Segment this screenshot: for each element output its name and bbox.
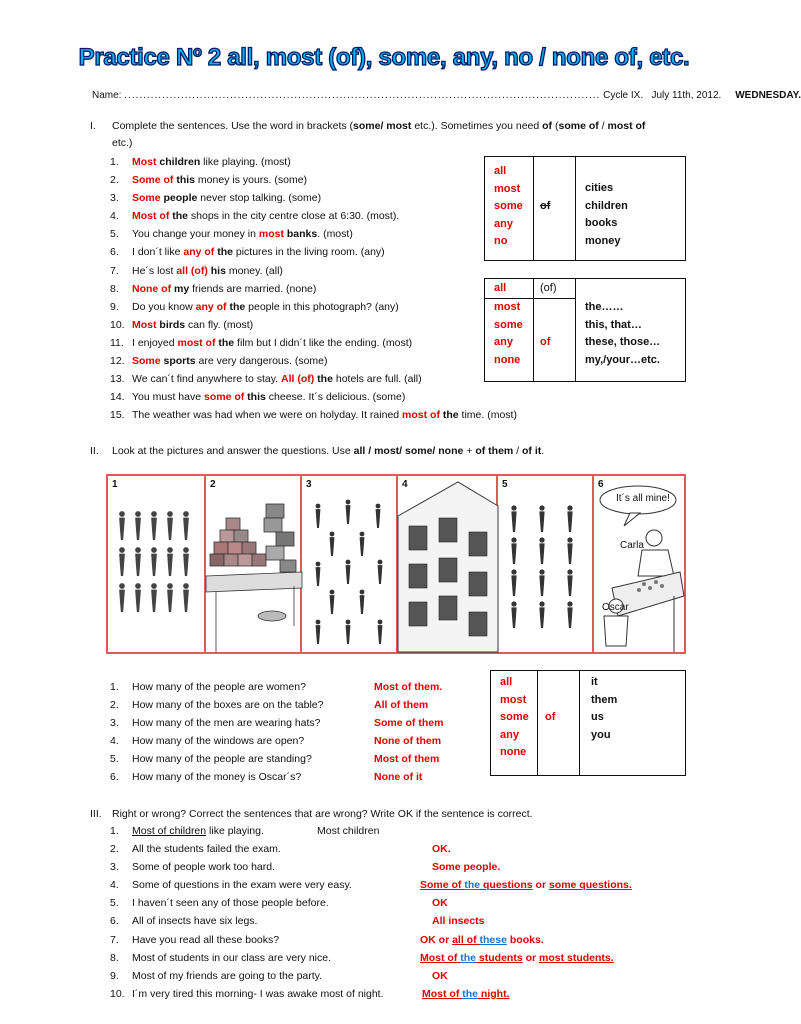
correction-item [110,822,632,840]
question-item [110,732,443,750]
box-word: none [500,746,527,758]
name-label: Name: [92,90,122,101]
carla-label: Carla [620,540,644,551]
correction-answer [422,988,510,1000]
box-word: books [585,217,618,229]
header-line [92,90,801,101]
box-word: this, that… [585,318,642,331]
correction-answer: OK [432,969,448,982]
question-item [110,678,443,696]
item-number: 10. [110,987,125,1000]
sentence-text: Most of students in our class are very nice. [132,951,332,964]
item-answer: most of [177,336,216,349]
item-answer: most of [402,409,440,422]
question-answer: Most of them [374,753,440,766]
box2-header-all: all [494,282,507,294]
item-text: pictures in the living room. (any) [232,246,385,259]
item-text: shops in the city centre close at 6:30. (most). [188,210,400,223]
correction-item [110,985,632,1003]
item-word: the [215,336,235,349]
correction-item [110,931,632,949]
picture-5: 5 [498,476,594,652]
item-text: are very dangerous. (some) [195,355,328,368]
item-number: 8. [110,282,119,295]
sentence-text: All of insects have six legs. [132,915,258,928]
box-word: most [500,693,527,706]
box-word: any [494,336,513,348]
answer-part: questions [480,879,533,892]
sentence-text: Most of my friends are going to the party. [132,969,323,982]
question-text: How many of the men are wearing hats? [132,717,321,730]
item-answer: Some [132,192,161,205]
item-number: 4. [110,735,119,748]
people-standing-illustration [498,476,594,652]
section1-list [110,153,517,424]
correction-item [110,912,632,930]
box-word: any [494,217,513,230]
item-text: hotels are full. (all) [332,373,422,386]
sentence-item [110,406,517,424]
sentence-text: I´m very tired this morning- I was awake most of night. [132,987,384,1000]
answer-part: the [462,987,478,1000]
correction-item [110,858,632,876]
question-answer: All of them [374,699,429,712]
picture-2: 2 [206,476,302,652]
item-answer: some of [204,391,245,404]
sentence-item [110,262,517,280]
box1-of: of [540,200,551,212]
section3-instruction: III. Right or wrong? Correct the sentences that are wrong? Write OK if the sentence is correct. [90,808,533,820]
picture-1: 1 [108,476,206,652]
section3-list [110,822,632,1003]
item-word: this [244,391,266,404]
item-number: 2. [110,174,119,187]
underlined-phrase: Most of children [132,825,207,837]
item-number: 3. [110,861,119,874]
item-text: I don´t like [132,246,184,259]
answer-part: all of [452,933,480,946]
sentence-text: Have you read all these books? [132,933,280,946]
sentence-rest: like playing. [206,825,264,837]
picture-3: 3 [302,476,398,652]
correction-item [110,840,632,858]
question-item [110,696,443,714]
question-text: How many of the money is Oscar´s? [132,771,302,784]
item-text: friends are married. (none) [189,282,317,295]
sentence-item [110,388,517,406]
box-word: my,/your…etc. [585,353,660,366]
question-text: How many of the people are standing? [132,753,312,766]
box-word: all [500,676,513,688]
item-number: 9. [110,300,119,313]
item-text: money. (all) [225,264,283,277]
question-answer: Most of them. [374,681,443,693]
sentence-item [110,171,517,189]
correction-answer [420,879,632,891]
item-answer: most [258,228,284,241]
question-answer: None of them [374,735,442,748]
item-number: 1. [110,825,119,837]
item-text: people in this photograph? (any) [245,300,399,313]
item-text: Do you know [132,300,196,313]
sentence-text: I haven´t seen any of those people before. [132,897,329,910]
picture-6: 6 It´s all mine! Carla Oscar [594,476,684,652]
oscar-label: Oscar [602,602,629,613]
sentence-item [110,243,517,261]
item-number: 12. [110,355,125,368]
box3-of: of [545,711,556,723]
box3-table [490,670,686,776]
correction-answer: Some people. [432,861,501,874]
building-illustration [398,476,498,652]
item-answer: All (of) [281,373,315,386]
item-text: You change your money in [132,228,259,241]
correction-item [110,949,632,967]
answer-part: students [476,951,523,964]
item-number: 7. [110,264,119,277]
sentence-item [110,298,517,316]
box-word: cities [585,182,614,194]
item-answer: Most [132,156,157,168]
date-label: July 11th, 2012. [651,90,722,101]
question-answer: None of it [374,771,423,784]
correction-item [110,967,632,985]
worksheet-title: Practice Nº 2 all, most (of), some, any, no / none of, etc. [78,44,690,71]
item-word: banks [283,228,318,241]
answer-part: Most of [422,987,463,1000]
item-word: sports [160,355,196,368]
correction-answer: OK. [432,843,451,856]
section1-instruction: I. Complete the sentences. Use the word in brackets (some/ most etc.). Sometimes you need of (some of / most of etc.) [90,120,646,149]
correction-answer: All insects [432,915,485,928]
item-text: He´s lost [132,264,177,277]
answer-part: the [464,879,481,892]
item-answer: Some of [132,174,174,187]
sentence-text [132,822,317,840]
box-word: us [591,711,604,723]
answer-part: some questions. [548,879,632,892]
item-text: The weather was had when we were on holyday. It rained [132,409,403,422]
item-answer: any of [195,300,227,313]
item-answer: None of [132,282,172,295]
item-word: my [171,282,190,295]
box-word: them [591,693,618,706]
item-number: 8. [110,951,119,964]
picture-4: 4 [398,476,498,652]
sentence-item [110,316,517,334]
section2-list [110,678,443,787]
item-number: 14. [110,391,125,404]
item-number: 11. [110,336,124,349]
box-word: these, those… [585,336,661,348]
box-word: all [494,165,507,177]
sentence-item [110,189,517,207]
box-word: some [500,711,529,723]
item-text: We can´t find anywhere to stay. [132,373,282,386]
item-word: the [214,246,233,259]
correction-answer: Most children [317,825,380,837]
item-number: 6. [110,915,119,928]
item-number: 2. [110,843,119,856]
box-word: most [494,301,521,313]
correction-item [110,894,632,912]
item-word: people [160,192,198,205]
item-number: 15. [110,409,125,422]
correction-item [110,876,632,894]
boxes-table-illustration [206,476,302,652]
item-number: 1. [110,156,119,168]
box-word: no [494,235,508,247]
box2-of: of [540,336,551,348]
item-answer: Some [132,355,161,368]
box-word: children [585,199,628,212]
sentence-item [110,153,517,171]
box2-header-of: (of) [540,282,557,294]
answer-part: the [460,951,476,964]
answer-part: or [522,951,540,964]
question-answer: Some of them [374,717,444,730]
speech-bubble-text: It´s all mine! [616,493,670,504]
item-number: 2. [110,699,119,712]
item-word: the [169,210,188,223]
item-text: money is yours. (some) [195,174,308,187]
section2-instruction: II. Look at the pictures and answer the questions. Use all / most/ some/ none + of them / of it. [90,445,545,457]
box1-table [484,156,686,261]
sentence-text: Some of questions in the exam were very easy. [132,879,352,892]
item-text: time. (most) [458,409,517,422]
item-text: cheese. It´s delicious. (some) [265,391,406,404]
sentence-text: All the students failed the exam. [132,843,281,856]
item-word: children [156,156,201,168]
item-word: the [314,373,333,386]
item-number: 3. [110,192,119,205]
box-word: any [500,728,519,741]
item-text: I enjoyed [132,336,178,349]
box-word: most [494,182,521,195]
question-item [110,768,443,786]
sentence-item [110,225,517,243]
day-label: WEDNESDAY. [735,90,801,101]
item-number: 9. [110,969,119,982]
correction-answer [420,952,614,964]
question-item [110,750,443,768]
men-hats-illustration [302,476,398,652]
sentence-item [110,280,517,298]
box-word: some [494,200,523,212]
box-word: it [591,676,598,688]
answer-part: Most of [420,951,461,964]
item-word: the [226,300,246,313]
item-word: this [173,174,196,187]
question-text: How many of the windows are open? [132,735,305,748]
box-word: money [585,234,621,247]
item-number: 6. [110,246,119,259]
item-word: the [439,409,459,422]
item-number: 13. [110,373,125,386]
answer-part: books. [506,933,544,946]
item-text: never stop talking. (some) [197,192,322,205]
sentence-item [110,352,517,370]
answer-part: these [479,933,507,946]
cycle-label: Cycle IX. [603,90,644,101]
item-text: like playing. (most) [200,156,291,168]
people-illustration [108,476,206,652]
correction-answer [420,934,544,946]
item-number: 5. [110,228,119,241]
item-word: birds [156,318,186,331]
item-number: 3. [110,717,119,730]
question-item [110,714,443,732]
item-answer: all (of) [176,264,208,277]
item-answer: Most of [132,210,170,223]
correction-answer: OK [432,897,448,910]
item-number: 5. [110,753,119,766]
item-text: can fly. (most) [185,318,254,331]
item-number: 7. [110,933,119,946]
item-number: 4. [110,879,119,892]
sentence-item [110,370,517,388]
item-text: . (most) [317,228,353,241]
item-word: his [207,264,226,277]
answer-part: OK or [420,933,453,946]
box-word: some [494,318,523,331]
question-text: How many of the people are women? [132,681,306,693]
answer-part: most students. [539,951,614,964]
item-answer: Most [132,318,157,331]
answer-part: night. [478,987,510,1000]
answer-part: Some of [420,879,465,892]
box-word: you [591,728,611,741]
item-number: 4. [110,210,119,223]
item-number: 5. [110,897,119,910]
item-text: You must have [132,391,204,404]
question-text: How many of the boxes are on the table? [132,699,324,712]
box-word: the…… [585,301,624,313]
item-number: 6. [110,771,119,784]
answer-part: or [532,879,549,892]
sentence-text: Some of people work too hard. [132,861,276,874]
item-number: 10. [110,318,125,331]
sentence-item [110,207,517,225]
box-word: none [494,353,521,366]
item-number: 1. [110,681,119,693]
pictures-strip [106,474,686,654]
sentence-item [110,334,517,352]
box2-table [484,278,686,382]
name-blank: .............................................................................................................................. [124,90,601,101]
item-answer: any of [183,246,215,259]
item-text: film but I didn´t like the ending. (most) [234,336,413,349]
